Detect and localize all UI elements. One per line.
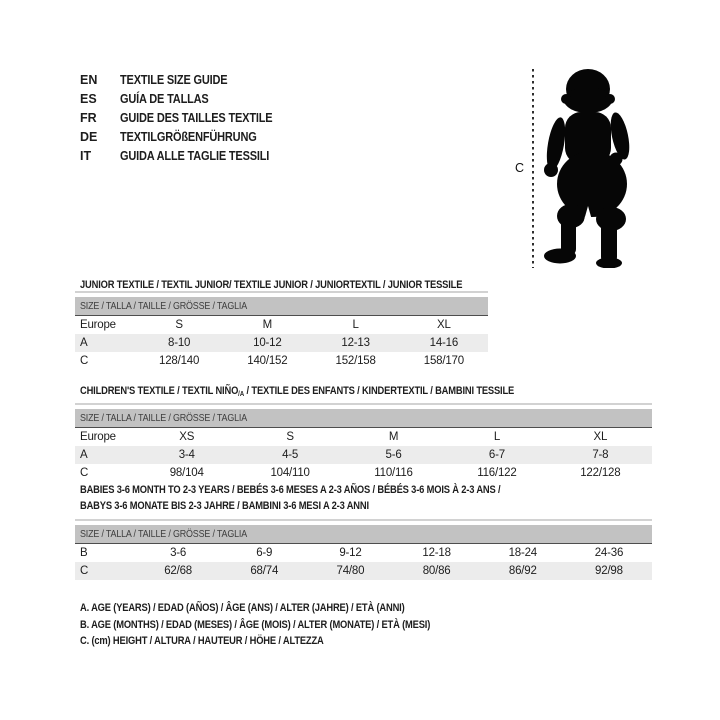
row-label: C [80,355,89,367]
age-cell: 6-7 [488,449,505,461]
table-row [75,334,488,352]
size-header-label: SIZE / TALLA / TAILLE / GRÖSSE / TAGLIA [80,528,247,540]
size-header-label: SIZE / TALLA / TAILLE / GRÖSSE / TAGLIA [80,412,247,424]
age-cell: 3-4 [178,449,195,461]
table-row [75,352,488,370]
junior-size-table [75,291,488,370]
language-title: GUIDE DES TAILLES TEXTILE [120,111,273,125]
children-table-title: CHILDREN'S TEXTILE / TEXTIL $NIÑO_{/A}$ / TEXTILE DES ENFANTS / KINDERTEXTIL / BAMBINI TESSILE [80,385,515,398]
size-cell: L [352,319,359,331]
age-cell: 24-36 [594,547,624,559]
height-cell: 158/170 [423,355,464,367]
height-cell: 74/80 [336,565,365,577]
language-code: EN [80,73,98,87]
row-label: Europe [80,319,116,331]
size-cell: XL [593,431,608,443]
size-cell: XL [437,319,451,331]
junior-table-title: JUNIOR TEXTILE / TEXTIL JUNIOR/ TEXTILE JUNIOR / JUNIORTEXTIL / JUNIOR TESSILE [80,279,463,291]
size-cell: S [286,431,294,443]
height-cell: 104/110 [270,467,310,479]
language-code: FR [80,111,97,125]
age-cell: 7-8 [592,449,609,461]
size-header-label: SIZE / TALLA / TAILLE / GRÖSSE / TAGLIA [80,300,247,312]
table-topline [75,403,652,405]
height-cell: 98/104 [169,467,204,479]
size-header-bar [75,297,488,316]
height-cell: 128/140 [159,355,200,367]
row-label: A [80,337,88,349]
row-label: Europe [80,431,116,443]
row-label: C [80,467,89,479]
row-label: B [80,547,88,559]
height-cell: 80/86 [422,565,451,577]
table-row [75,562,652,580]
table-row [75,464,652,482]
age-cell: 9-12 [339,547,362,559]
height-cell: 122/128 [580,467,621,479]
language-title: GUIDA ALLE TAGLIE TESSILI [120,149,270,163]
age-cell: 4-5 [282,449,299,461]
age-cell: 3-6 [170,547,187,559]
height-cell: 110/116 [374,467,413,479]
footnote: C. (cm) HEIGHT / ALTURA / HAUTEUR / HÖHE / ALTEZZA [80,635,324,647]
size-header-bar [75,409,652,428]
language-row [80,128,293,147]
age-cell: 10-12 [253,337,282,349]
language-code: DE [80,130,98,144]
table-row [75,446,652,464]
age-cell: 12-13 [341,337,370,349]
table-row [75,544,652,562]
height-cell: 62/68 [164,565,192,577]
language-code: ES [80,92,97,106]
height-cell: 152/158 [335,355,376,367]
legend-footnotes [80,600,492,650]
height-cell: 92/98 [595,565,623,577]
size-header-bar [75,525,652,544]
size-cell: L [493,431,501,443]
language-list [80,71,293,166]
size-cell: XS [179,431,195,443]
height-measure-line [532,69,534,268]
age-cell: 18-24 [508,547,537,559]
language-row [80,109,293,128]
table-row [75,316,488,334]
language-title: GUÍA DE TALLAS [120,92,209,106]
language-code: IT [80,149,92,163]
footnote: B. AGE (MONTHS) / EDAD (MESES) / ÂGE (MOIS) / ALTER (MONATE) / ETÀ (MESI) [80,618,431,631]
footnote: A. AGE (YEARS) / EDAD (AÑOS) / ÂGE (ANS) / ALTER (JAHRE) / ETÀ (ANNI) [80,602,405,614]
babies-size-table [75,519,652,580]
size-cell: S [175,319,183,331]
table-topline [75,519,652,521]
age-cell: 14-16 [429,337,459,349]
language-row [80,147,293,166]
language-title: TEXTILE SIZE GUIDE [120,73,228,87]
age-cell: 5-6 [385,449,402,461]
age-cell: 6-9 [256,547,273,559]
size-cell: M [388,431,399,443]
height-cell: 68/74 [250,565,279,577]
title-subscript: /A [238,391,245,398]
children-size-table [75,403,652,482]
height-cell: 116/122 [477,467,517,479]
height-cell: 86/92 [508,565,537,577]
toddler-silhouette-image [543,66,633,268]
language-row [80,71,293,90]
language-title: TEXTILGRÖßENFÜHRUNG [120,130,257,144]
height-cell: 140/152 [247,355,288,367]
table-topline [75,291,488,293]
table-row [75,428,652,446]
language-row [80,90,293,109]
age-cell: 12-18 [422,547,451,559]
row-label: C [80,565,89,577]
babies-table-title: BABIES 3-6 MONTH TO 2-3 YEARS / BEBÉS 3-6 MESES A 2-3 AÑOS / BÉBÉS 3-6 MOIS À 2-3 ANS / BABYS 3-6 MONATE BIS 2-3 JAHRE / BAMBINI 3-6 MESI A 2-3 ANNI [80,484,501,512]
size-cell: M [262,319,273,331]
row-label: A [80,449,88,461]
height-measure-label: C [515,161,525,175]
age-cell: 8-10 [168,337,191,349]
